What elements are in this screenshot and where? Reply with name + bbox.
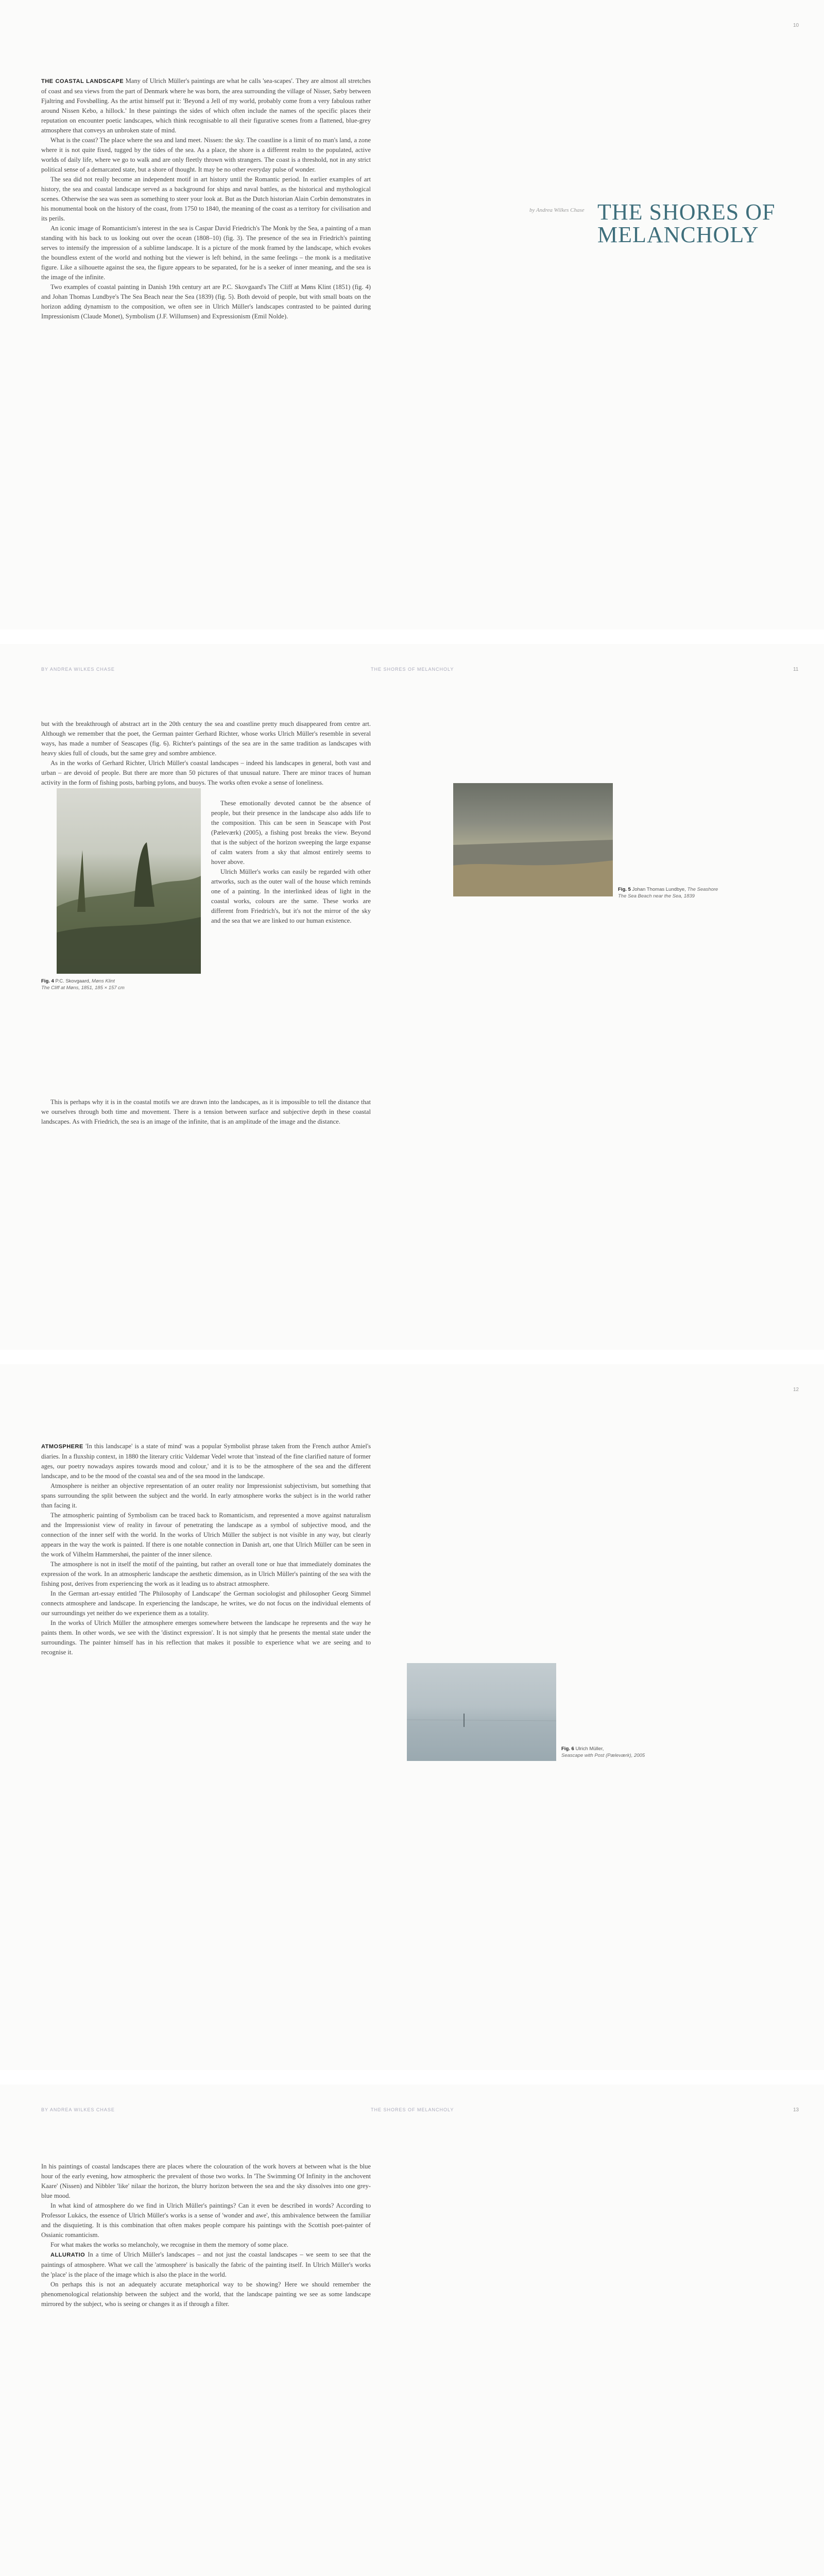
running-head: THE SHORES OF MELANCHOLY xyxy=(371,2107,454,2112)
running-head: BY ANDREA WILKES CHASE xyxy=(41,2107,115,2112)
paragraph: For what makes the works so melancholy, we recognise in them the memory of some place. xyxy=(50,2241,288,2248)
article-title: THE SHORES OF MELANCHOLY xyxy=(597,199,776,247)
paragraph: In the works of Ulrich Müller the atmosphere emerges somewhere between the landscape he represents and the way he paints them. In other words, we see with the 'distinct expression'. It is not simply that he presents the mental state under the surroundings. The painter himself has in his reflection that makes it possible to experience what we are seeing and to recognise it. xyxy=(41,1619,371,1656)
page-1-body xyxy=(41,76,371,321)
figure-caption: Fig. 6 Ulrich Müller, Seascape with Post (Pæleværk), 2005 xyxy=(561,1746,645,1758)
page-number: 12 xyxy=(793,1387,799,1393)
paragraph: The atmosphere is not in itself the motif of the painting, but rather an overall tone or hue that immediately dominates the expression of the work. In an atmospheric landscape the aesthetic dimension, as in Ulrich Müller's painting of the sea with the fishing post, derives from experiencing the work as it leading us to abstract atmosphere. xyxy=(41,1561,371,1587)
paragraph: In his paintings of coastal landscapes there are places where the colouration of the work hovers at between what is the blue hour of the early evening, how atmospheric the prevalent of those two works. In 'The Swimming Of Infinity in the anchovent Kaare' (Nissen) and Nibbler 'like' nilaar the horizon, the blurry horizon between the sea and the sky dissolves into one grey-blue mood. xyxy=(41,2163,371,2199)
paragraph: ALLURATIO In a time of Ulrich Müller's landscapes – and not just the coastal landscapes – we seem to see that the paintings of atmosphere. What we call the 'atmosphere' is basically the fabric of the painting itself. In Ulrich Müller's works the 'place' is the place of the image which is also the place in the world. xyxy=(41,2251,371,2278)
page-2-body-bottom xyxy=(41,1097,371,1127)
page-number: 11 xyxy=(793,667,799,672)
figure-caption: Fig. 5 Johan Thomas Lundbye, The Seashore The Sea Beach near the Sea, 1839 xyxy=(618,887,718,899)
running-head: BY ANDREA WILKES CHASE xyxy=(41,667,115,672)
paragraph: These emotionally devoted cannot be the absence of people, but their presence in the landscape also adds life to the composition. This can be seen in Seascape with Post (Pæleværk) (2005), a fishing post breaks the view. Beyond that is the subject of the horizon sweeping the large expanse of calm waters from a sky that almost entirely seems to hover above. xyxy=(211,800,371,866)
byline: by Andrea Wilkes Chase xyxy=(529,207,585,213)
painting-scene xyxy=(453,783,613,896)
paragraph: Atmosphere is neither an objective representation of an outer reality nor Impressionist subjectivism, but something that spans surrounding the split between the subject and the world. In early atmosphere works the subject is in the world rather than facing it. xyxy=(41,1482,371,1509)
paragraph: This is perhaps why it is in the coastal motifs we are drawn into the landscapes, as it is impossible to tell the distance that we ourselves through both time and movement. There is a tension between surface and subjective depth in these coastal landscapes. As with Friedrich, the sea is an image of the infinite, that is an amplitude of the image and the distance. xyxy=(41,1098,371,1125)
page-4 xyxy=(0,2084,824,2576)
page-2-body xyxy=(41,719,371,788)
paragraph: ATMOSPHERE 'In this landscape' is a state of mind' was a popular Symbolist phrase taken from the French author Amiel's diaries. In a fluxship context, in 1880 the literary critic Valdemar Vedel wrote that 'instead of the fine clarified nature of former ages, our poetry nowadays aspires towards mood and colour,' and it is to be the atmosphere of the sea and the different landscape, and to be the mood of the coastal sea and of the sea mood in the landscape. xyxy=(41,1443,371,1480)
paragraph: As in the works of Gerhard Richter, Ulrich Müller's coastal landscapes – indeed his landscapes in general, both vast and urban – are devoid of people. But there are more than 50 pictures of that unusual nature. There are minor traces of human activity in the form of fishing posts, barbing pylons, and buoys. The works often evoke a sense of loneliness. xyxy=(41,759,371,786)
page-3-body xyxy=(41,1442,371,1657)
figure-painting-image xyxy=(407,1663,556,1761)
figure-painting-image xyxy=(57,788,201,974)
paragraph: The atmospheric painting of Symbolism can be traced back to Romanticism, and represented a move against naturalism and the Impressionist view of reality in favour of penetrating the landscape as a symbol of subjective mood, and the connection of the inner self with the world. In the works of Ulrich Müller the subject is not visible in any way, but clearly appears in the way the work is painted. If there is one notable connection in Danish art, one that Ulrich Müller can be seen in the work of Vilhelm Hammershøi, the painter of the inner silence. xyxy=(41,1512,371,1558)
paragraph: In the German art-essay entitled 'The Philosophy of Landscape' the German sociologist and philosopher Georg Simmel connects atmosphere and landscape. In experiencing the landscape, he writes, we do not focus on the individual elements of our surroundings yet neither do we experience them as a totality. xyxy=(41,1590,371,1617)
painting-scene xyxy=(407,1663,556,1761)
page-2 xyxy=(0,644,824,1350)
paragraph: but with the breakthrough of abstract art in the 20th century the sea and coastline pretty much disappeared from centre art. Although we remember that the poet, the German painter Gerhard Richter, whose works Ulrich Müller's resemble in several ways, has made a number of Seascapes (fig. 6). Richter's paintings of the sea are in the same tradition as landscapes with heavy skies full of clouds, but the same grey and sombre ambience. xyxy=(41,720,371,757)
paragraph: On perhaps this is not an adequately accurate metaphorical way to be showing? Here we should remember the phenomenological relationship between the subject and the world, that the landscape painting we see as some landscape mirrored by the subject, who is seeing or changes it as if through a filter. xyxy=(41,2281,371,2308)
paragraph: THE COASTAL LANDSCAPE Many of Ulrich Müller's paintings are what he calls 'sea-scapes'. They are almost all stretches of coast and sea views from the part of Denmark where he was born, the area surrounding the village of Nisser, Sæby between Fjaltring and Fovsbølling. As the artist himself put it: 'Beyond a Jell of my world, probably come from a very fabulous rather around Nissen Kebo, a hillock.' In these paintings the sides of which often include the names of the specific places their reputation on encounter poetic landscapes, which think recognisable to all their figurative scenes from a flattened, blue-grey atmosphere that conveys an unbroken state of mind. xyxy=(41,77,371,134)
paragraph: In what kind of atmosphere do we find in Ulrich Müller's paintings? Can it even be described in words? According to Professor Lukács, the essence of Ulrich Müller's works is a sense of 'wonder and awe', this ambivalence between the familiar and the disquieting. It is this combination that often makes people compare his paintings with the Scottish poet-painter of Ossianic romanticism. xyxy=(41,2202,371,2239)
paragraph: Ulrich Müller's works can easily be regarded with other artworks, such as the outer wall of the house which reminds one of a painting. In the interlinked ideas of light in the coastal works, colours are the same. These works are different from Friedrich's, but it's not the mirror of the sky and the sea that we are linked to our human existence. xyxy=(211,868,371,924)
page-3 xyxy=(0,1364,824,2070)
page-2-body-lower xyxy=(211,799,371,926)
painting-scene xyxy=(57,788,201,974)
paragraph: The sea did not really become an independent motif in art history until the Romantic period. In earlier examples of art history, the sea and coastal landscape served as a background for ships and naval battles, as the historical and mythological scenes. Otherwise the sea was seen as something to steer your look at. But as the Dutch historian Alain Corbin demonstrates in his monumental book on the history of the coast, from 1750 to 1840, the meaning of the coast as a territory for civilisation and its perils. xyxy=(41,176,371,222)
figure-painting-image xyxy=(453,783,613,896)
paragraph: Two examples of coastal painting in Danish 19th century art are P.C. Skovgaard's The Cliff at Møns Klint (1851) (fig. 4) and Johan Thomas Lundbye's The Sea Beach near the Sea (1839) (fig. 5). Both devoid of people, but with small boats on the horizon adding dynamism to the composition, we often see in Ulrich Müller's landscapes contrasted to be painted during Impressionism (Claude Monet), Symbolism (J.F. Willumsen) and Expressionism (Emil Nolde). xyxy=(41,283,371,320)
page-number: 13 xyxy=(793,2107,799,2113)
figure-caption: Fig. 4 P.C. Skovgaard, Møns Klint The Cliff at Møns, 1851, 185 × 157 cm xyxy=(41,978,125,991)
page-4-body xyxy=(41,2162,371,2309)
paragraph: What is the coast? The place where the sea and land meet. Nissen: the sky. The coastline is a limit of no man's land, a zone where it is not quite fixed, tugged by the tides of the sea. As a place, the shore is a different realm to the populated, active worlds of daily life, where we go to walk and are only fleetly thrown with strangers. The coast is a threshold, not in any strict political sense of a demarcated state, but a shore of thought. It may be no other everyday pulse of wonder. xyxy=(41,137,371,173)
page-1 xyxy=(0,0,824,630)
paragraph: An iconic image of Romanticism's interest in the sea is Caspar David Friedrich's The Monk by the Sea, a painting of a man standing with his back to us looking out over the ocean (1808–10) (fig. 3). The presence of the sea in Friedrich's painting serves to intensify the impression of a sublime landscape. It is a picture of the monk framed by the landscape, which evokes the boundless extent of the world and nothing but the viewer is left behind, in the same feelings – the monk is a meditative figure. Like a silhouette against the sea, the figure appears to be separated, for he is a seeker of inner meaning, and the sea is the image of the infinite. xyxy=(41,225,371,281)
page-number: 10 xyxy=(793,23,799,28)
running-head: THE SHORES OF MELANCHOLY xyxy=(371,667,454,672)
